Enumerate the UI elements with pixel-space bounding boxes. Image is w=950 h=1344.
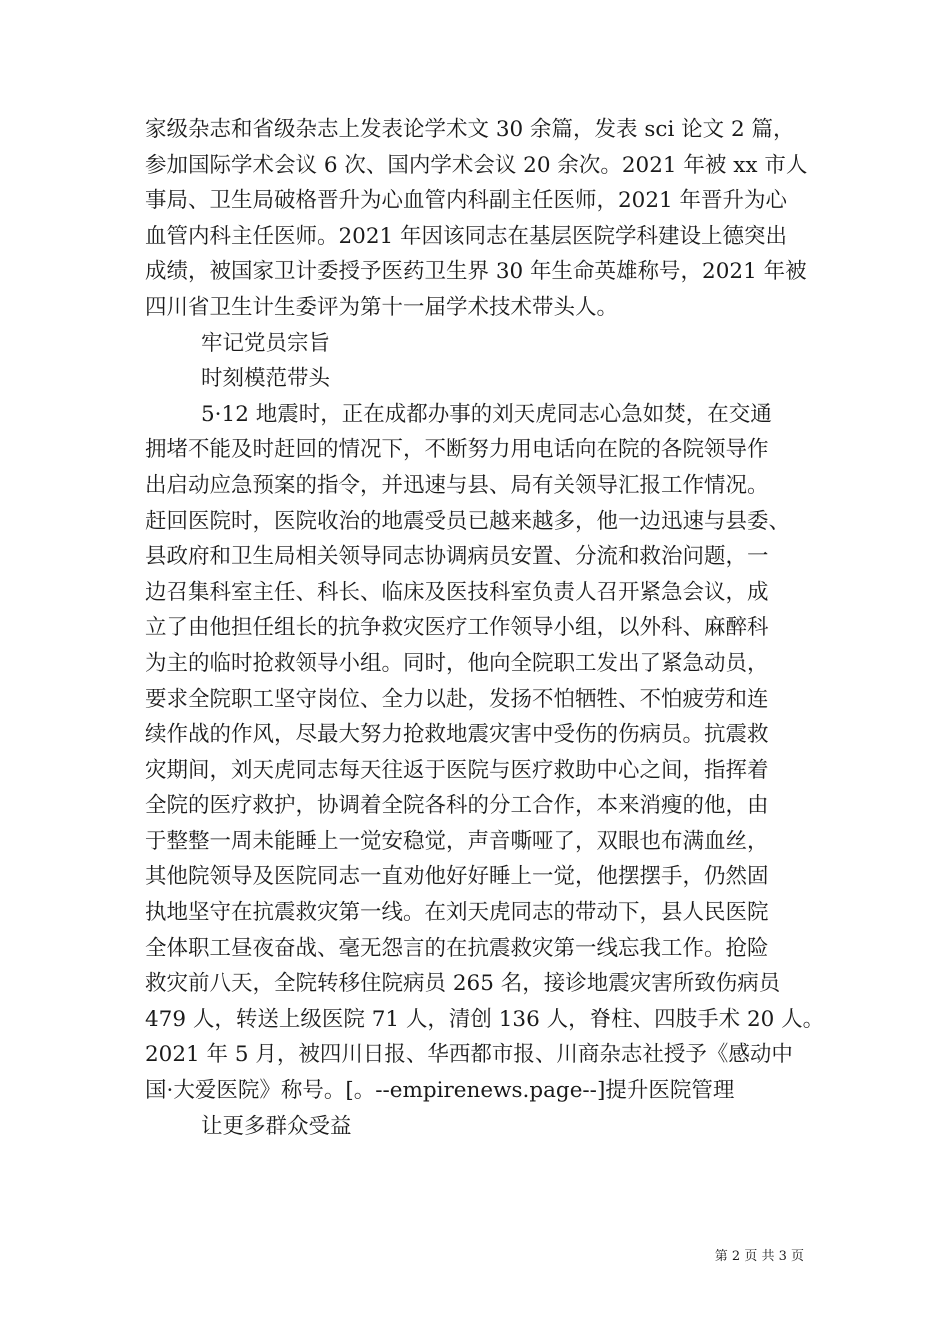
body-line: 要求全院职工坚守岗位、全力以赴，发扬不怕牺牲、不怕疲劳和连 — [145, 686, 769, 712]
body-line: 成绩，被国家卫计委授予医药卫生界 30 年生命英雄称号，2021 年被 — [145, 259, 807, 285]
section-heading: 牢记党员宗旨 — [201, 330, 331, 356]
body-line: 事局、卫生局破格晋升为心血管内科副主任医师，2021 年晋升为心 — [145, 188, 788, 214]
body-line: 拥堵不能及时赶回的情况下，不断努力用电话向在院的各院领导作 — [145, 437, 769, 463]
body-line: 续作战的作风，尽最大努力抢救地震灾害中受伤的伤病员。抗震救 — [145, 722, 769, 748]
body-line: 其他院领导及医院同志一直劝他好好睡上一觉，他摆摆手，仍然固 — [145, 864, 769, 890]
page-number: 第 2 页 共 3 页 — [714, 1249, 804, 1264]
body-line: 家级杂志和省级杂志上发表论学术文 30 余篇，发表 sci 论文 2 篇， — [145, 117, 795, 142]
section-heading: 时刻模范带头 — [201, 366, 331, 392]
body-line: 灾期间，刘天虎同志每天往返于医院与医疗救助中心之间，指挥着 — [145, 757, 769, 783]
body-line: 赶回医院时，医院收治的地震受员已越来越多，他一边迅速与县委、 — [145, 508, 791, 534]
body-line: 2021 年 5 月，被四川日报、华西都市报、川商杂志社授予《感动中 — [145, 1042, 793, 1068]
body-line: 479 人，转送上级医院 71 人，清创 136 人，脊柱、四肢手术 20 人。 — [145, 1006, 825, 1032]
body-line: 救灾前八天，全院转移住院病员 265 名，接诊地震灾害所致伤病员 — [145, 971, 781, 997]
document-body — [145, 112, 825, 1144]
body-line: 5·12 地震时，正在成都办事的刘天虎同志心急如焚，在交通 — [201, 401, 772, 427]
body-line: 于整整一周未能睡上一觉安稳觉，声音嘶哑了，双眼也布满血丝， — [145, 828, 769, 854]
body-line: 四川省卫生计生委评为第十一届学术技术带头人。 — [145, 294, 619, 320]
body-line: 边召集科室主任、科长、临床及医技科室负责人召开紧急会议，成 — [145, 579, 769, 605]
body-line: 国·大爱医院》称号。[。--empirenews.page--]提升医院管理 — [145, 1078, 735, 1104]
body-line: 执地坚守在抗震救灾第一线。在刘天虎同志的带动下，县人民医院 — [145, 900, 769, 926]
body-line: 全院的医疗救护，协调着全院各科的分工合作，本来消瘦的他，由 — [145, 793, 769, 819]
body-line: 出启动应急预案的指令，并迅速与县、局有关领导汇报工作情况。 — [145, 472, 769, 498]
body-line: 县政府和卫生局相关领导同志协调病员安置、分流和救治问题，一 — [145, 544, 769, 570]
body-line: 血管内科主任医师。2021 年因该同志在基层医院学科建设上德突出 — [145, 223, 788, 249]
body-line: 全体职工昼夜奋战、毫无怨言的在抗震救灾第一线忘我工作。抢险 — [145, 935, 769, 961]
body-line: 为主的临时抢救领导小组。同时，他向全院职工发出了紧急动员， — [145, 650, 769, 676]
body-line: 立了由他担任组长的抗争救灾医疗工作领导小组，以外科、麻醉科 — [145, 615, 769, 641]
section-heading: 让更多群众受益 — [201, 1113, 352, 1139]
body-line: 参加国际学术会议 6 次、国内学术会议 20 余次。2021 年被 xx 市人 — [145, 152, 808, 178]
